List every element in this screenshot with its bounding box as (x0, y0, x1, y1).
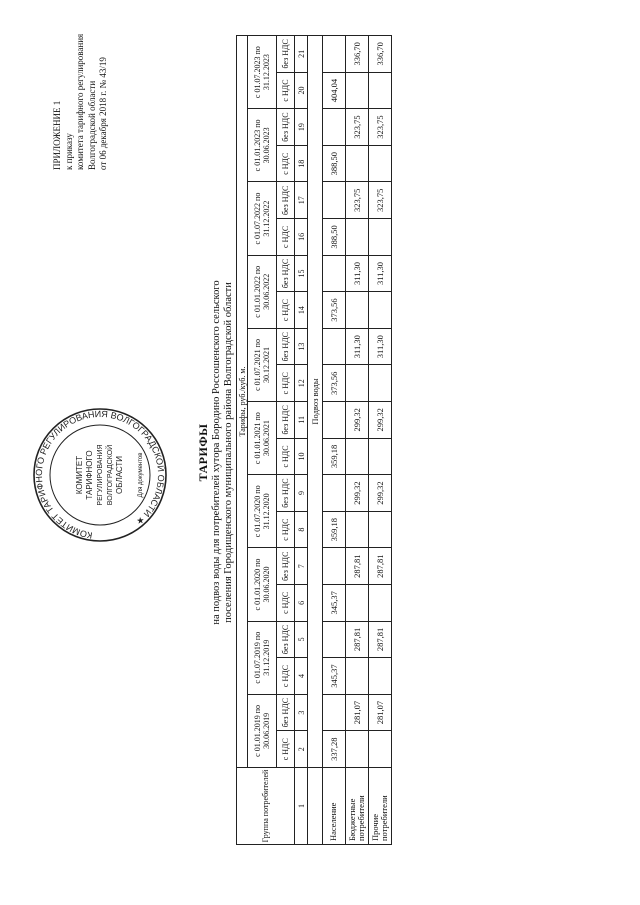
section-spacer (308, 768, 323, 845)
tariff-value: 311,30 (369, 328, 392, 365)
tariff-value: 323,75 (369, 182, 392, 219)
column-number: 19 (295, 109, 308, 146)
tariff-value: 323,75 (369, 109, 392, 146)
appendix-block (52, 20, 110, 170)
period-header: с 01.07.2019 по 31.12.2019 (248, 621, 277, 694)
column-number: 17 (295, 182, 308, 219)
tariff-value: 311,30 (346, 255, 369, 292)
no-vat-header: без НДС (277, 621, 295, 658)
tariff-value (323, 109, 346, 146)
tariff-value (323, 255, 346, 292)
svg-text:КОМИТЕТ: КОМИТЕТ (75, 455, 84, 495)
tariff-value: 336,70 (369, 36, 392, 73)
document-title: ТАРИФЫ (196, 423, 210, 482)
tariff-value (323, 694, 346, 731)
no-vat-header: без НДС (277, 548, 295, 585)
vat-header: с НДС (277, 658, 295, 695)
tariff-value (323, 182, 346, 219)
tariff-value: 287,81 (369, 621, 392, 658)
vat-header: с НДС (277, 731, 295, 768)
no-vat-header: без НДС (277, 36, 295, 73)
tariff-value: 299,32 (369, 402, 392, 439)
tariff-value (369, 438, 392, 475)
tariff-value (369, 511, 392, 548)
tariff-value: 311,30 (369, 255, 392, 292)
no-vat-header: без НДС (277, 475, 295, 512)
consumer-group: Бюджетные потребители (346, 768, 369, 845)
tariff-value (323, 475, 346, 512)
tariff-value (346, 731, 369, 768)
period-header: с 01.01.2020 по 30.06.2020 (248, 548, 277, 621)
column-number: 1 (295, 768, 308, 845)
tariff-value (346, 365, 369, 402)
tariff-value: 336,70 (346, 36, 369, 73)
table-row (323, 36, 346, 845)
tariff-value: 373,56 (323, 292, 346, 329)
tariff-value: 359,18 (323, 438, 346, 475)
tariff-value (346, 511, 369, 548)
group-header: Группа потребителей (237, 768, 295, 845)
column-number: 3 (295, 694, 308, 731)
tariff-value: 373,56 (323, 365, 346, 402)
tariff-value: 404,04 (323, 72, 346, 109)
svg-text:РЕГУЛИРОВАНИЯ: РЕГУЛИРОВАНИЯ (97, 444, 104, 506)
tariff-value: 345,37 (323, 658, 346, 695)
tariff-value: 388,50 (323, 219, 346, 256)
vat-header: с НДС (277, 145, 295, 182)
column-number: 16 (295, 219, 308, 256)
svg-text:КОМИТЕТ ТАРИФНОГО РЕГУЛИРОВАНИ: КОМИТЕТ ТАРИФНОГО РЕГУЛИРОВАНИЯ ВОЛГОГРАДСКОЙ ОБЛАСТИ ★ (33, 408, 167, 541)
tariff-value: 345,37 (323, 585, 346, 622)
vat-header: с НДС (277, 365, 295, 402)
column-number: 7 (295, 548, 308, 585)
tariff-value: 299,32 (346, 475, 369, 512)
column-number: 11 (295, 402, 308, 439)
consumer-group: Прочие потребители (369, 768, 392, 845)
tariff-value (346, 585, 369, 622)
no-vat-header: без НДС (277, 255, 295, 292)
vat-header: с НДС (277, 72, 295, 109)
document-subtitle: на подвоз воды для потребителей хутора Бородино Россошенского сельского (211, 280, 222, 625)
column-number: 8 (295, 511, 308, 548)
table-row (346, 36, 369, 845)
appendix-line: комитета тарифного регулирования (75, 33, 85, 170)
vat-header: с НДС (277, 219, 295, 256)
vat-header: с НДС (277, 438, 295, 475)
tariff-value (346, 145, 369, 182)
period-header: с 01.01.2021 по 30.06.2021 (248, 402, 277, 475)
tariff-value: 337,28 (323, 731, 346, 768)
no-vat-header: без НДС (277, 694, 295, 731)
tariff-value: 287,81 (346, 621, 369, 658)
tariff-value (346, 292, 369, 329)
tariff-value (369, 731, 392, 768)
column-number: 9 (295, 475, 308, 512)
tariff-value (346, 658, 369, 695)
tariff-value (346, 72, 369, 109)
tariff-table (236, 35, 392, 845)
svg-text:Для документов: Для документов (138, 452, 144, 498)
tariff-header: Тарифы, руб./куб. м. (237, 36, 248, 768)
no-vat-header: без НДС (277, 402, 295, 439)
period-header: с 01.07.2022 по 31.12.2022 (248, 182, 277, 255)
table-row (369, 36, 392, 845)
tariff-value (369, 145, 392, 182)
tariff-value: 388,50 (323, 145, 346, 182)
column-number: 14 (295, 292, 308, 329)
appendix-line: ПРИЛОЖЕНИЕ 1 (52, 100, 62, 170)
tariff-value (369, 292, 392, 329)
tariff-value (369, 72, 392, 109)
tariff-value (323, 36, 346, 73)
appendix-line: Волгоградской области (86, 80, 97, 170)
svg-text:ОБЛАСТИ: ОБЛАСТИ (115, 455, 124, 495)
tariff-value: 287,81 (369, 548, 392, 585)
tariff-value (323, 548, 346, 585)
tariff-value: 287,81 (346, 548, 369, 585)
column-number: 20 (295, 72, 308, 109)
tariff-value: 299,32 (346, 402, 369, 439)
appendix-line: к приказу (63, 133, 74, 170)
tariff-value (346, 438, 369, 475)
tariff-value (346, 219, 369, 256)
tariff-value: 323,75 (346, 182, 369, 219)
no-vat-header: без НДС (277, 328, 295, 365)
tariff-value: 281,07 (369, 694, 392, 731)
column-number: 10 (295, 438, 308, 475)
period-header: с 01.07.2023 по 31.12.2023 (248, 36, 277, 109)
tariff-value: 359,18 (323, 511, 346, 548)
svg-text:ТАРИФНОГО: ТАРИФНОГО (85, 450, 94, 500)
column-number: 13 (295, 328, 308, 365)
column-number: 12 (295, 365, 308, 402)
tariff-value (323, 621, 346, 658)
period-header: с 01.07.2020 по 31.12.2020 (248, 475, 277, 548)
no-vat-header: без НДС (277, 109, 295, 146)
tariff-value (369, 585, 392, 622)
period-header: с 01.01.2019 по 30.06.2019 (248, 694, 277, 767)
vat-header: с НДС (277, 292, 295, 329)
column-number: 2 (295, 731, 308, 768)
column-number: 21 (295, 36, 308, 73)
document-subtitle: поселения Городищенского муниципального района Волгоградской области (223, 282, 234, 623)
appendix-line: от 06 декабря 2018 г. № 43/19 (98, 57, 108, 170)
column-number: 15 (295, 255, 308, 292)
tariff-value: 299,32 (369, 475, 392, 512)
tariff-value: 323,75 (346, 109, 369, 146)
tariff-value (369, 658, 392, 695)
tariff-value (323, 402, 346, 439)
column-number: 4 (295, 658, 308, 695)
tariff-value (369, 219, 392, 256)
consumer-group: Население (323, 768, 346, 845)
official-seal (30, 405, 170, 545)
period-header: с 01.07.2021 по 30.12.2021 (248, 328, 277, 401)
column-number: 18 (295, 145, 308, 182)
vat-header: с НДС (277, 511, 295, 548)
vat-header: с НДС (277, 585, 295, 622)
section-title: Подвоз воды (308, 36, 323, 768)
svg-text:ВОЛГОГРАДСКОЙ: ВОЛГОГРАДСКОЙ (107, 444, 114, 506)
period-header: с 01.01.2023 по 30.06.2023 (248, 109, 277, 182)
column-number: 5 (295, 621, 308, 658)
no-vat-header: без НДС (277, 182, 295, 219)
period-header: с 01.01.2022 по 30.06.2022 (248, 255, 277, 328)
column-number: 6 (295, 585, 308, 622)
tariff-value (323, 328, 346, 365)
tariff-value: 281,07 (346, 694, 369, 731)
tariff-value (369, 365, 392, 402)
tariff-value: 311,30 (346, 328, 369, 365)
